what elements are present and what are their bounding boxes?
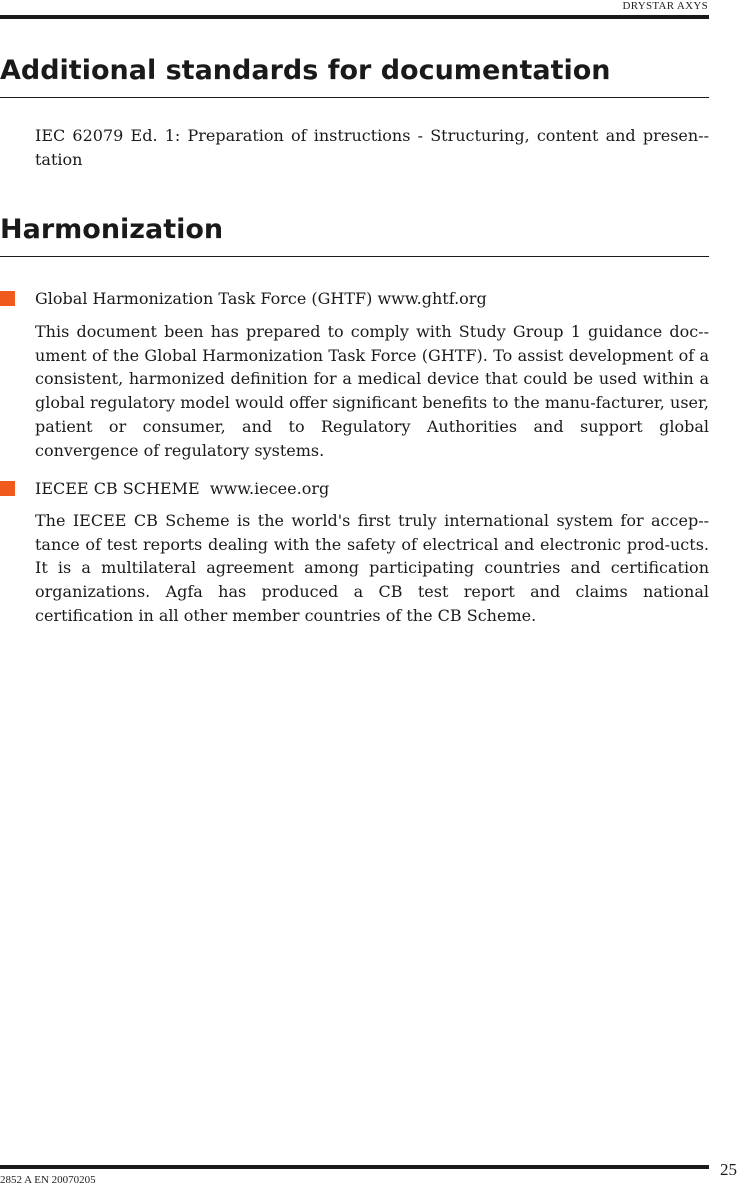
bullet-heading-iecee: IECEE CB SCHEME www.iecee.org bbox=[35, 479, 330, 498]
footer-document-code: 2852 A EN 20070205 bbox=[0, 1174, 96, 1186]
footer-rule bbox=[0, 1165, 709, 1169]
ghtf-description: This document been has prepared to comply with Study Group 1 guidance doc-ument of the Global Harmonization Task Force (GHTF). To assist development of a consistent, harmonized definition for a medical device that could be used within a global regulatory model would offer significant benefits to the manu-facturer, user, patient or consumer, and to Regulatory Authorities and support global convergence of regulatory systems. bbox=[35, 322, 709, 460]
documentation-standard-text: IEC 62079 Ed. 1: Preparation of instructions - Structuring, content and presen-tation bbox=[35, 126, 709, 169]
bullet-heading-ghtf: Global Harmonization Task Force (GHTF) www.ghtf.org bbox=[35, 289, 487, 308]
section-title-documentation: Additional standards for documentation bbox=[0, 55, 611, 86]
bullet-square-icon bbox=[0, 481, 15, 496]
header-rule bbox=[0, 15, 709, 19]
section-title-harmonization: Harmonization bbox=[0, 214, 224, 245]
header-product-name: DRYSTAR AXYS bbox=[622, 0, 708, 12]
section-rule-harmonization bbox=[0, 256, 709, 257]
bullet-square-icon bbox=[0, 291, 15, 306]
iecee-description: The IECEE CB Scheme is the world's first truly international system for accep-tance of test reports dealing with the safety of electrical and electronic prod-ucts. It is a multilateral agreement among participating countries and certification organizations. Agfa has produced a CB test report and claims national certification in all other member countries of the CB Scheme. bbox=[35, 511, 709, 625]
page-number: 25 bbox=[720, 1160, 737, 1179]
section-rule-documentation bbox=[0, 97, 709, 98]
